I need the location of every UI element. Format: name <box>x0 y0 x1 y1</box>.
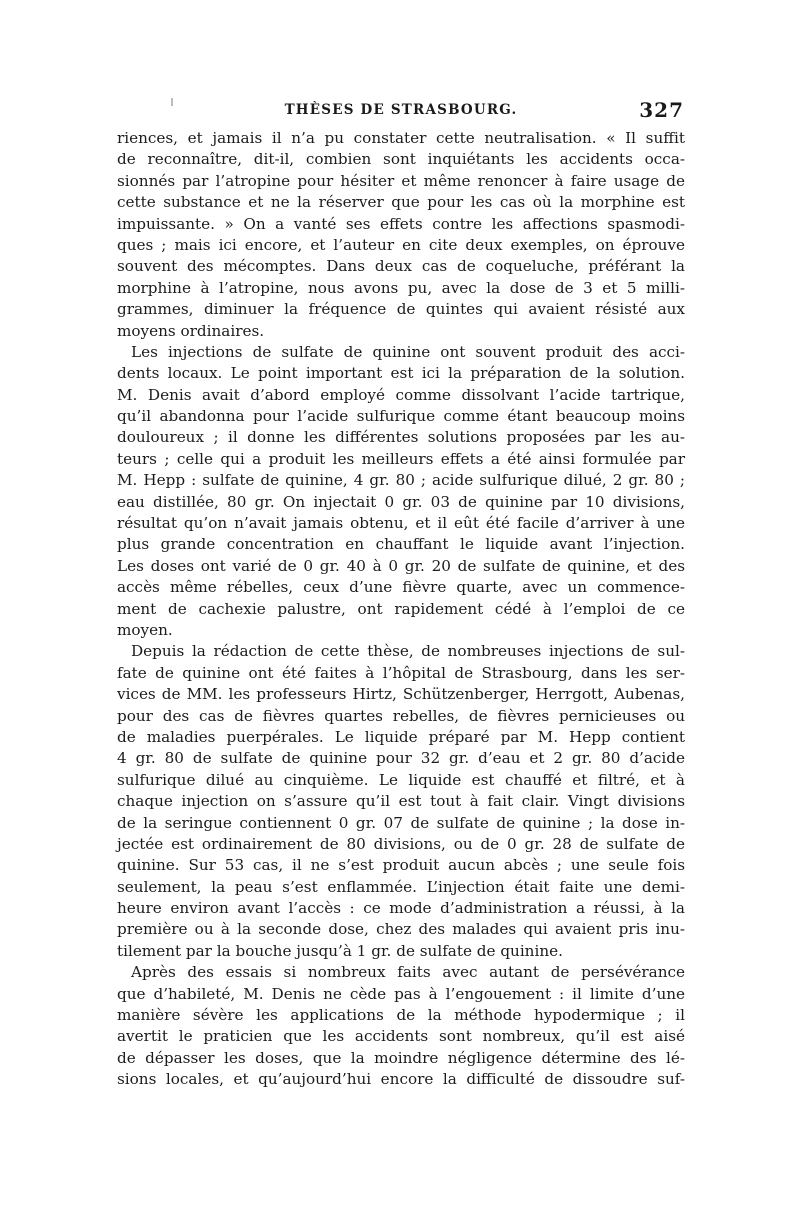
text-line: jectée est ordinairement de 80 divisions, ou de 0 gr. 28 de sulfate de <box>117 834 685 853</box>
text-line: eau distillée, 80 gr. On injectait 0 gr. 03 de quinine par 10 divisions, <box>117 492 685 511</box>
text-line: que d’habileté, M. Denis ne cède pas à l’engouement : il limite d’une <box>117 984 685 1003</box>
text-line: teurs ; celle qui a produit les meilleurs effets a été ainsi formulée par <box>117 449 685 468</box>
text-line: résultat qu’on n’avait jamais obtenu, et il eût été facile d’arriver à une <box>117 514 685 533</box>
text-line: sulfurique dilué au cinquième. Le liquide est chauffé et filtré, et à <box>117 770 685 789</box>
text-line: qu’il abandonna pour l’acide sulfurique comme étant beaucoup moins <box>117 407 685 426</box>
text-line: chaque injection on s’assure qu’il est tout à fait clair. Vingt divisions <box>117 792 685 811</box>
text-line: de la seringue contiennent 0 gr. 07 de sulfate de quinine ; la dose in- <box>117 813 685 832</box>
text-line: 4 gr. 80 de sulfate de quinine pour 32 gr. d’eau et 2 gr. 80 d’acide <box>117 749 685 768</box>
text-line: impuissante. » On a vanté ses effets contre les affections spasmodi- <box>117 214 685 233</box>
text-line: douloureux ; il donne les différentes solutions proposées par les au- <box>117 428 685 447</box>
text-line: Après des essais si nombreux faits avec autant de persévérance <box>131 963 685 982</box>
text-line: manière sévère les applications de la méthode hypodermique ; il <box>117 1006 685 1025</box>
text-line: heure environ avant l’accès : ce mode d’administration a réussi, à la <box>117 899 685 918</box>
text-line: de dépasser les doses, que la moindre négligence détermine des lé- <box>117 1048 685 1067</box>
text-line: de reconnaître, dit-il, combien sont inquiétants les accidents occa- <box>117 150 685 169</box>
text-line: ques ; mais ici encore, et l’auteur en cite deux exemples, on éprouve <box>117 235 685 254</box>
text-line: quinine. Sur 53 cas, il ne s’est produit aucun abcès ; une seule fois <box>117 856 685 875</box>
text-line: cette substance et ne la réserver que pour les cas où la morphine est <box>117 193 685 212</box>
text-line: M. Hepp : sulfate de quinine, 4 gr. 80 ; acide sulfurique dilué, 2 gr. 80 ; <box>117 471 685 490</box>
text-line: grammes, diminuer la fréquence de quintes qui avaient résisté aux <box>117 300 685 319</box>
running-head: THÈSES DE STRASBOURG. <box>284 102 518 118</box>
text-line: plus grande concentration en chauffant le liquide avant l’injection. <box>117 535 685 554</box>
text-line: riences, et jamais il n’a pu constater cette neutralisation. « Il suffit <box>117 129 685 147</box>
text-line: pour des cas de fièvres quartes rebelles, de fièvres pernicieuses ou <box>117 706 685 725</box>
text-line: morphine à l’atropine, nous avons pu, avec la dose de 3 et 5 milli- <box>117 278 685 297</box>
text-line: seulement, la peau s’est enflammée. L’injection était faite une demi- <box>117 877 685 896</box>
text-line: souvent des mécomptes. Dans deux cas de coqueluche, préférant la <box>117 257 685 276</box>
text-line: Depuis la rédaction de cette thèse, de nombreuses injections de sul- <box>131 642 685 661</box>
text-line: de maladies puerpérales. Le liquide préparé par M. Hepp contient <box>117 727 685 746</box>
body-text <box>117 128 685 1091</box>
text-line: Les injections de sulfate de quinine ont souvent produit des acci- <box>131 342 685 361</box>
text-line: ment de cachexie palustre, ont rapidement cédé à l’emploi de ce <box>117 599 685 618</box>
text-line: tilement par la bouche jusqu’à 1 gr. de sulfate de quinine. <box>117 941 563 960</box>
page-header <box>118 98 684 122</box>
text-line: sionnés par l’atropine pour hésiter et même renoncer à faire usage de <box>117 171 685 190</box>
text-line: dents locaux. Le point important est ici la préparation de la solution. <box>117 364 685 383</box>
page-number: 327 <box>639 98 684 122</box>
text-line: sions locales, et qu’aujourd’hui encore la difficulté de dissoudre suf- <box>117 1070 685 1089</box>
text-line: Les doses ont varié de 0 gr. 40 à 0 gr. 20 de sulfate de quinine, et des <box>117 556 685 575</box>
text-line: avertit le praticien que les accidents sont nombreux, qu’il est aisé <box>117 1027 685 1046</box>
text-line: moyen. <box>117 620 173 639</box>
text-line: fate de quinine ont été faites à l’hôpital de Strasbourg, dans les ser- <box>117 663 685 682</box>
text-line: première ou à la seconde dose, chez des malades qui avaient pris inu- <box>117 920 685 939</box>
text-line: accès même rébelles, ceux d’une fièvre quarte, avec un commence- <box>117 578 685 597</box>
text-line: M. Denis avait d’abord employé comme dissolvant l’acide tartrique, <box>117 385 685 404</box>
text-line: moyens ordinaires. <box>117 321 265 340</box>
text-line: vices de MM. les professeurs Hirtz, Schützenberger, Herrgott, Aubenas, <box>117 685 685 704</box>
